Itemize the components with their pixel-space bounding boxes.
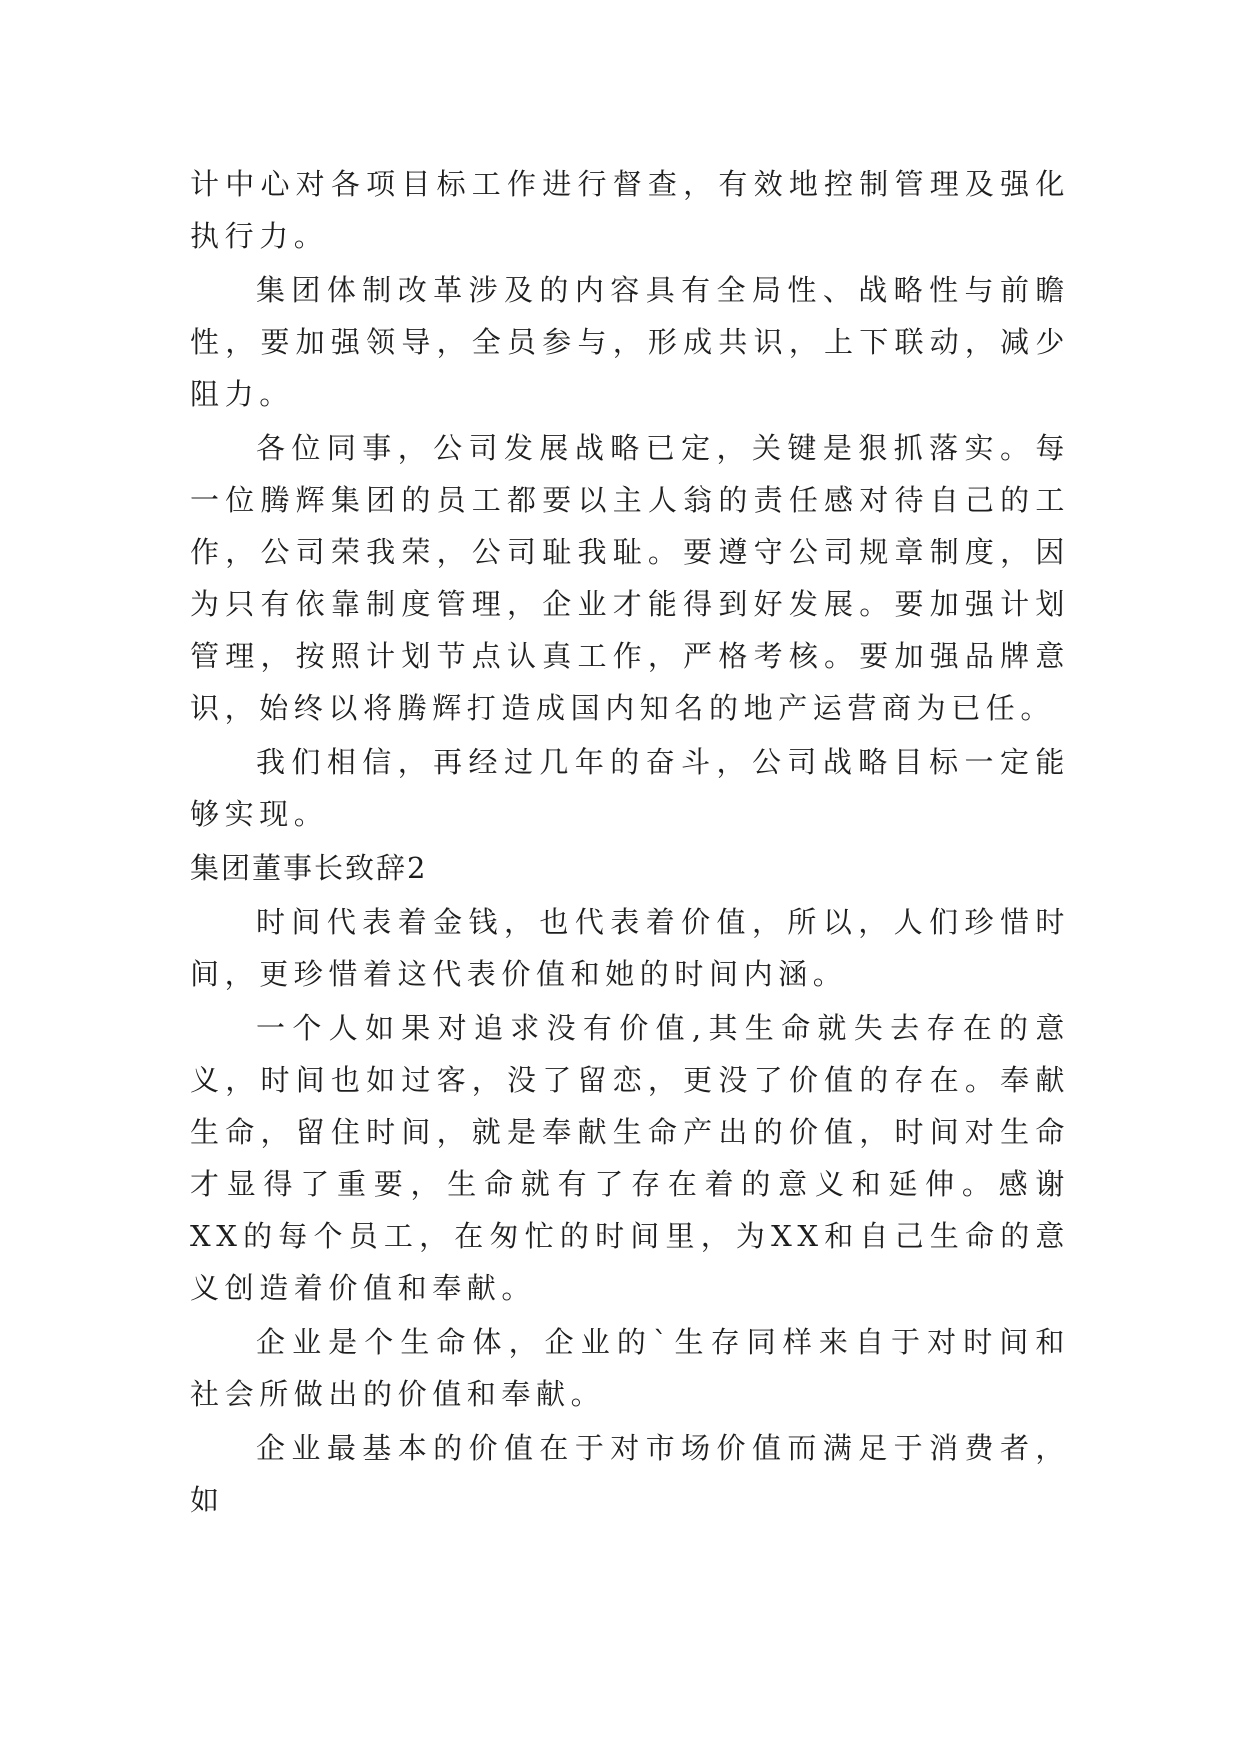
paragraph-1: 计中心对各项目标工作进行督查，有效地控制管理及强化执行力。 bbox=[190, 167, 1070, 253]
paragraph-8: 企业最基本的价值在于对市场价值而满足于消费者，如 bbox=[190, 1431, 1070, 1517]
paragraph-6: 一个人如果对追求没有价值,其生命就失去存在的意义，时间也如过客，没了留恋，更没了价值的存在。奉献生命，留住时间，就是奉献生命产出的价值，时间对生命才显得了重要，生命就有了存在着的意义和延伸。感谢XX的每个员工，在匆忙的时间里，为XX和自己生命的意义创造着价值和奉献。 bbox=[190, 1011, 1070, 1305]
document-body bbox=[190, 158, 1070, 1528]
paragraph-2: 集团体制改革涉及的内容具有全局性、战略性与前瞻性，要加强领导，全员参与，形成共识，上下联动，减少阻力。 bbox=[190, 273, 1070, 411]
section-heading: 集团董事长致辞2 bbox=[190, 851, 428, 885]
paragraph-3: 各位同事，公司发展战略已定，关键是狠抓落实。每一位腾辉集团的员工都要以主人翁的责任感对待自己的工作，公司荣我荣，公司耻我耻。要遵守公司规章制度，因为只有依靠制度管理，企业才能得到好发展。要加强计划管理，按照计划节点认真工作，严格考核。要加强品牌意识，始终以将腾辉打造成国内知名的地产运营商为已任。 bbox=[190, 431, 1070, 725]
paragraph-4: 我们相信，再经过几年的奋斗，公司战略目标一定能够实现。 bbox=[190, 745, 1070, 831]
paragraph-5: 时间代表着金钱，也代表着价值，所以，人们珍惜时间，更珍惜着这代表价值和她的时间内涵。 bbox=[190, 905, 1070, 991]
paragraph-7: 企业是个生命体，企业的`生存同样来自于对时间和社会所做出的价值和奉献。 bbox=[190, 1325, 1070, 1411]
